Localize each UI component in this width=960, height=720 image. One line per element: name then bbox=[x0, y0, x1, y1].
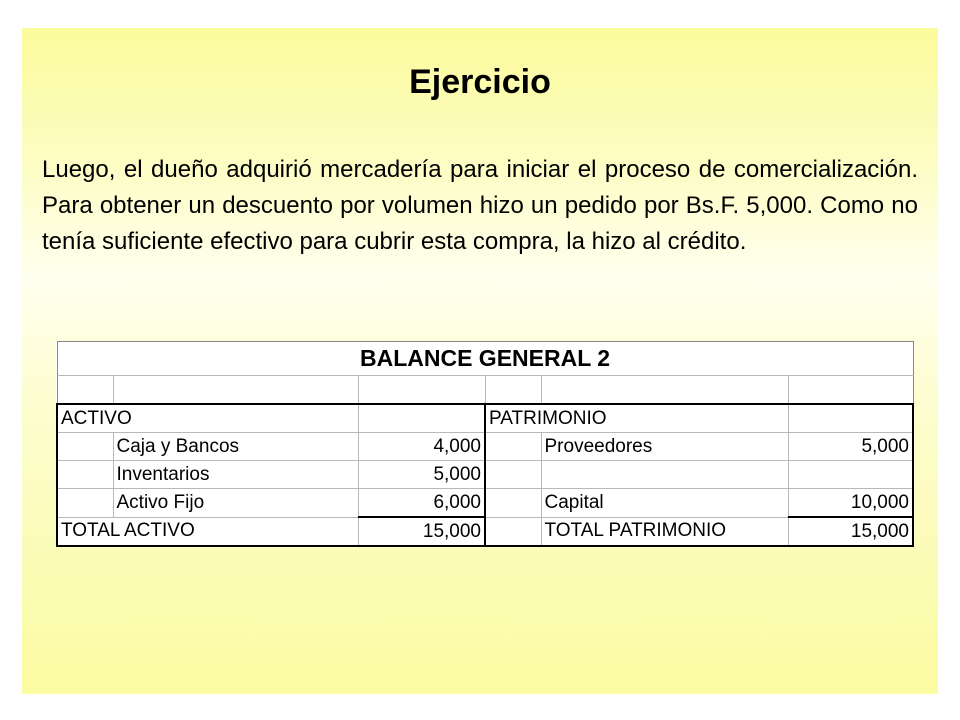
table-cell bbox=[788, 404, 913, 433]
patrimonio-item-value: 5,000 bbox=[788, 433, 913, 461]
section-header-row bbox=[57, 404, 913, 433]
table-row bbox=[57, 433, 913, 461]
exercise-paragraph: Luego, el dueño adquirió mercadería para iniciar el proceso de comercialización. Para obtener un descuento por volumen hizo un pedido por Bs.F. 5,000. Como no tenía suficiente efectivo para cubrir esta compra, la hizo al crédito. bbox=[42, 156, 918, 255]
table-cell bbox=[541, 376, 788, 405]
total-activo-value: 15,000 bbox=[358, 517, 485, 546]
patrimonio-item-label: Capital bbox=[541, 489, 788, 518]
table-cell bbox=[788, 461, 913, 489]
table-cell bbox=[358, 376, 485, 405]
activo-item-value: 5,000 bbox=[358, 461, 485, 489]
total-patrimonio-label: TOTAL PATRIMONIO bbox=[541, 517, 788, 546]
slide-background bbox=[22, 28, 938, 694]
totals-row bbox=[57, 517, 913, 546]
activo-header: ACTIVO bbox=[57, 404, 358, 433]
table-cell bbox=[485, 461, 541, 489]
activo-item-label: Inventarios bbox=[113, 461, 358, 489]
table-cell bbox=[485, 376, 541, 405]
patrimonio-item-value: 10,000 bbox=[788, 489, 913, 518]
patrimonio-item-label: Proveedores bbox=[541, 433, 788, 461]
empty-row bbox=[57, 376, 913, 405]
activo-item-label: Activo Fijo bbox=[113, 489, 358, 518]
balance-heading: BALANCE GENERAL 2 bbox=[57, 342, 913, 376]
table-cell bbox=[57, 376, 113, 405]
table-cell bbox=[57, 461, 113, 489]
activo-item-label: Caja y Bancos bbox=[113, 433, 358, 461]
balance-sheet-table bbox=[56, 341, 914, 547]
total-activo-label: TOTAL ACTIVO bbox=[57, 517, 358, 546]
table-cell bbox=[57, 433, 113, 461]
balance-title-row bbox=[57, 342, 913, 376]
table-row bbox=[57, 461, 913, 489]
total-patrimonio-value: 15,000 bbox=[788, 517, 913, 546]
activo-item-value: 6,000 bbox=[358, 489, 485, 518]
table-cell bbox=[57, 489, 113, 518]
table-cell bbox=[113, 376, 358, 405]
patrimonio-header: PATRIMONIO bbox=[485, 404, 788, 433]
table-cell bbox=[358, 404, 485, 433]
table-row bbox=[57, 489, 913, 518]
activo-item-value: 4,000 bbox=[358, 433, 485, 461]
table-cell bbox=[485, 433, 541, 461]
slide-title: Ejercicio bbox=[409, 63, 551, 101]
table-cell bbox=[788, 376, 913, 405]
table-cell bbox=[485, 489, 541, 518]
table-cell bbox=[541, 461, 788, 489]
table-cell bbox=[485, 517, 541, 546]
